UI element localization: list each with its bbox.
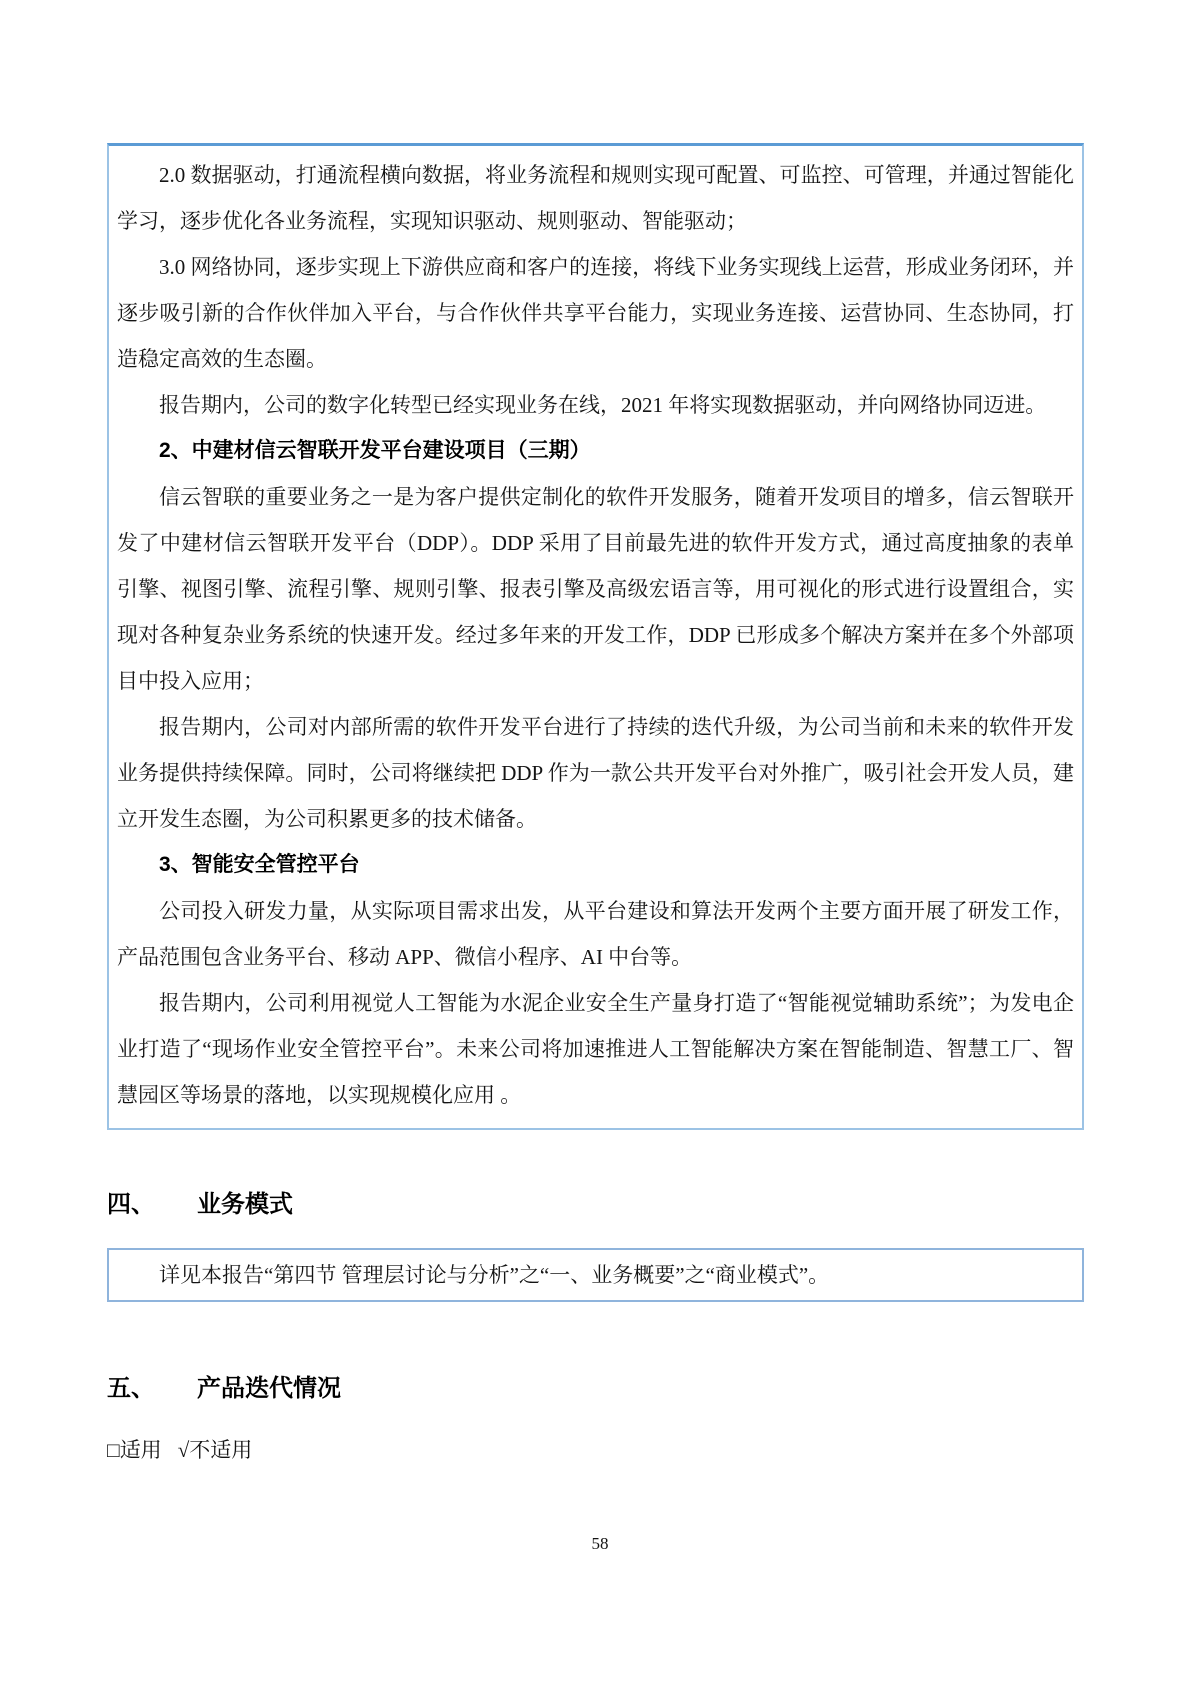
applicability-line [107, 1436, 1084, 1464]
paragraph-safety-rd: 公司投入研发力量，从实际项目需求出发，从平台建设和算法开发两个主要方面开展了研发工作，产品范围包含业务平台、移动 APP、微信小程序、AI 中台等。 [117, 899, 1074, 969]
section-heading-business-model [107, 1188, 1084, 1222]
paragraph-digital-transformation: 报告期内，公司的数字化转型已经实现业务在线，2021 年将实现数据驱动，并向网络协同迈进。 [159, 393, 1047, 417]
applicable-option [107, 1438, 162, 1462]
not-applicable-label: 不适用 [189, 1438, 253, 1462]
section-number: 四、 [107, 1191, 155, 1218]
applicable-label: 适用 [119, 1438, 162, 1462]
reference-text: 详见本报告“第四节 管理层讨论与分析”之“一、业务概要”之“商业模式”。 [159, 1263, 830, 1287]
subheading-safety-platform: 3、智能安全管控平台 [159, 853, 360, 876]
section-heading-product-iteration [107, 1372, 1084, 1406]
checkbox-unchecked-icon: □ [107, 1438, 120, 1462]
paragraph-ddp-description: 信云智联的重要业务之一是为客户提供定制化的软件开发服务，随着开发项目的增多，信云智联开发了中建材信云智联开发平台（DDP）。DDP 采用了目前最先进的软件开发方式，通过高度抽象的表单引擎、视图引擎、流程引擎、规则引擎、报表引擎及高级宏语言等，用可视化的形式进行设置组合，实现对各种复杂业务系统的快速开发。经过多年来的开发工作，DDP 已形成多个解决方案并在多个外部项目中投入应用； [117, 485, 1074, 693]
rd-projects-box [107, 143, 1084, 1130]
paragraph-safety-applications: 报告期内，公司利用视觉人工智能为水泥企业安全生产量身打造了“智能视觉辅助系统”；为发电企业打造了“现场作业安全管控平台”。未来公司将加速推进人工智能解决方案在智能制造、智慧工厂、智慧园区等场景的落地，以实现规模化应用 。 [117, 991, 1074, 1107]
paragraph-network-collaboration: 3.0 网络协同，逐步实现上下游供应商和客户的连接，将线下业务实现线上运营，形成业务闭环，并逐步吸引新的合作伙伴加入平台，与合作伙伴共享平台能力，实现业务连接、运营协同、生态协同，打造稳定高效的生态圈。 [117, 255, 1074, 371]
paragraph-data-driven: 2.0 数据驱动，打通流程横向数据，将业务流程和规则实现可配置、可监控、可管理，并通过智能化学习，逐步优化各业务流程，实现知识驱动、规则驱动、智能驱动； [117, 163, 1074, 233]
paragraph-ddp-upgrade: 报告期内，公司对内部所需的软件开发平台进行了持续的迭代升级，为公司当前和未来的软件开发业务提供持续保障。同时，公司将继续把 DDP 作为一款公共开发平台对外推广，吸引社会开发人员，建立开发生态圈，为公司积累更多的技术储备。 [117, 715, 1074, 831]
subheading-ddp-project: 2、中建材信云智联开发平台建设项目（三期） [159, 439, 591, 462]
checkmark-icon: √ [177, 1438, 190, 1462]
business-model-reference-box [107, 1248, 1084, 1302]
section-number: 五、 [107, 1375, 155, 1402]
page-number: 58 [591, 1534, 609, 1553]
section-title: 产品迭代情况 [197, 1375, 341, 1402]
section-title: 业务模式 [197, 1191, 293, 1218]
not-applicable-option [178, 1438, 253, 1462]
